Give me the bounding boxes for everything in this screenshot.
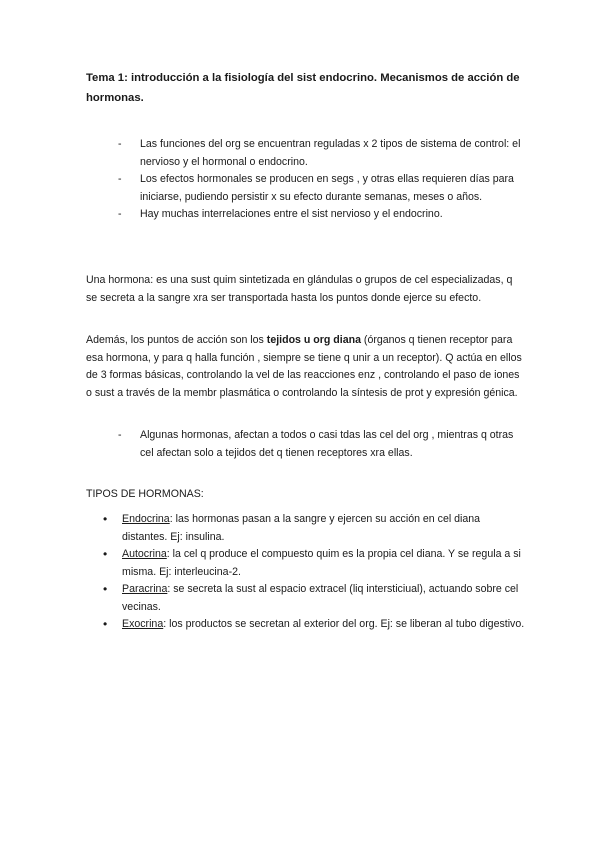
bullet-icon: • xyxy=(103,512,108,526)
hormone-definition: Una hormona: es una sust quim sintetizada en glándulas o grupos de cel especializadas, q se secreta a la sangre xra ser transportada hasta los puntos donde ejerce su efecto. xyxy=(86,274,513,304)
bullet-icon: • xyxy=(103,547,108,561)
dash-icon: - xyxy=(118,208,122,220)
type-term: Endocrina xyxy=(122,513,170,525)
list-item-text: Hay muchas interrelaciones entre el sist nervioso y el endocrino. xyxy=(140,208,443,220)
list-item xyxy=(100,581,525,616)
dash-icon: - xyxy=(118,429,122,441)
dash-icon: - xyxy=(118,138,122,150)
type-desc: : las hormonas pasan a la sangre y ejercen su acción en cel diana distantes. Ej: insulina. xyxy=(122,513,481,543)
type-term: Exocrina xyxy=(122,618,164,630)
action-text-bold: tejidos u org diana xyxy=(266,334,361,346)
action-points-paragraph xyxy=(86,332,526,402)
action-note-list xyxy=(118,427,528,462)
document-title: Tema 1: introducción a la fisiología del sist endocrino. Mecanismos de acción de hormonas. xyxy=(86,72,520,104)
list-item-text: Las funciones del org se encuentran reguladas x 2 tipos de sistema de control: el nervioso y el hormonal o endocrino. xyxy=(140,138,521,168)
bullet-icon: • xyxy=(103,617,108,631)
list-item xyxy=(118,136,528,171)
action-text-after: (órganos q tienen receptor para esa hormona, y para q halla función , siempre se tiene q unir a un receptor). Q actúa en ellos de 3 formas básicas, controlando la vel de las reacciones enz , controlando el paso de iones o sust a través de la membr plasmática o controlando la síntesis de prot y expresión génica. xyxy=(86,334,522,399)
list-item-text: Los efectos hormonales se producen en segs , y otras ellas requieren días para iniciarse, pudiendo persistir x su efecto durante semanas, meses o años. xyxy=(140,173,514,203)
list-item xyxy=(118,206,528,224)
hormone-types-list xyxy=(100,511,525,634)
list-item xyxy=(100,616,525,634)
types-heading: TIPOS DE HORMONAS: xyxy=(86,488,204,500)
type-desc: : la cel q produce el compuesto quim es la propia cel diana. Y se regula a si misma. Ej: interleucina-2. xyxy=(122,548,521,578)
type-term: Autocrina xyxy=(122,548,167,560)
type-term: Paracrina xyxy=(122,583,168,595)
type-desc: : se secreta la sust al espacio extracel (liq intersticiual), actuando sobre cel vecinas. xyxy=(122,583,519,613)
list-item xyxy=(118,427,528,462)
dash-icon: - xyxy=(118,173,122,185)
intro-list xyxy=(118,136,528,224)
bullet-icon: • xyxy=(103,582,108,596)
list-item xyxy=(100,511,525,546)
list-item xyxy=(118,171,528,206)
list-item-text: Algunas hormonas, afectan a todos o casi tdas las cel del org , mientras q otras cel afectan solo a tejidos det q tienen receptores xra ellas. xyxy=(140,429,514,459)
list-item xyxy=(100,546,525,581)
action-text-before: Además, los puntos de acción son los xyxy=(86,334,267,346)
type-desc: : los productos se secretan al exterior del org. Ej: se liberan al tubo digestivo. xyxy=(163,618,525,630)
